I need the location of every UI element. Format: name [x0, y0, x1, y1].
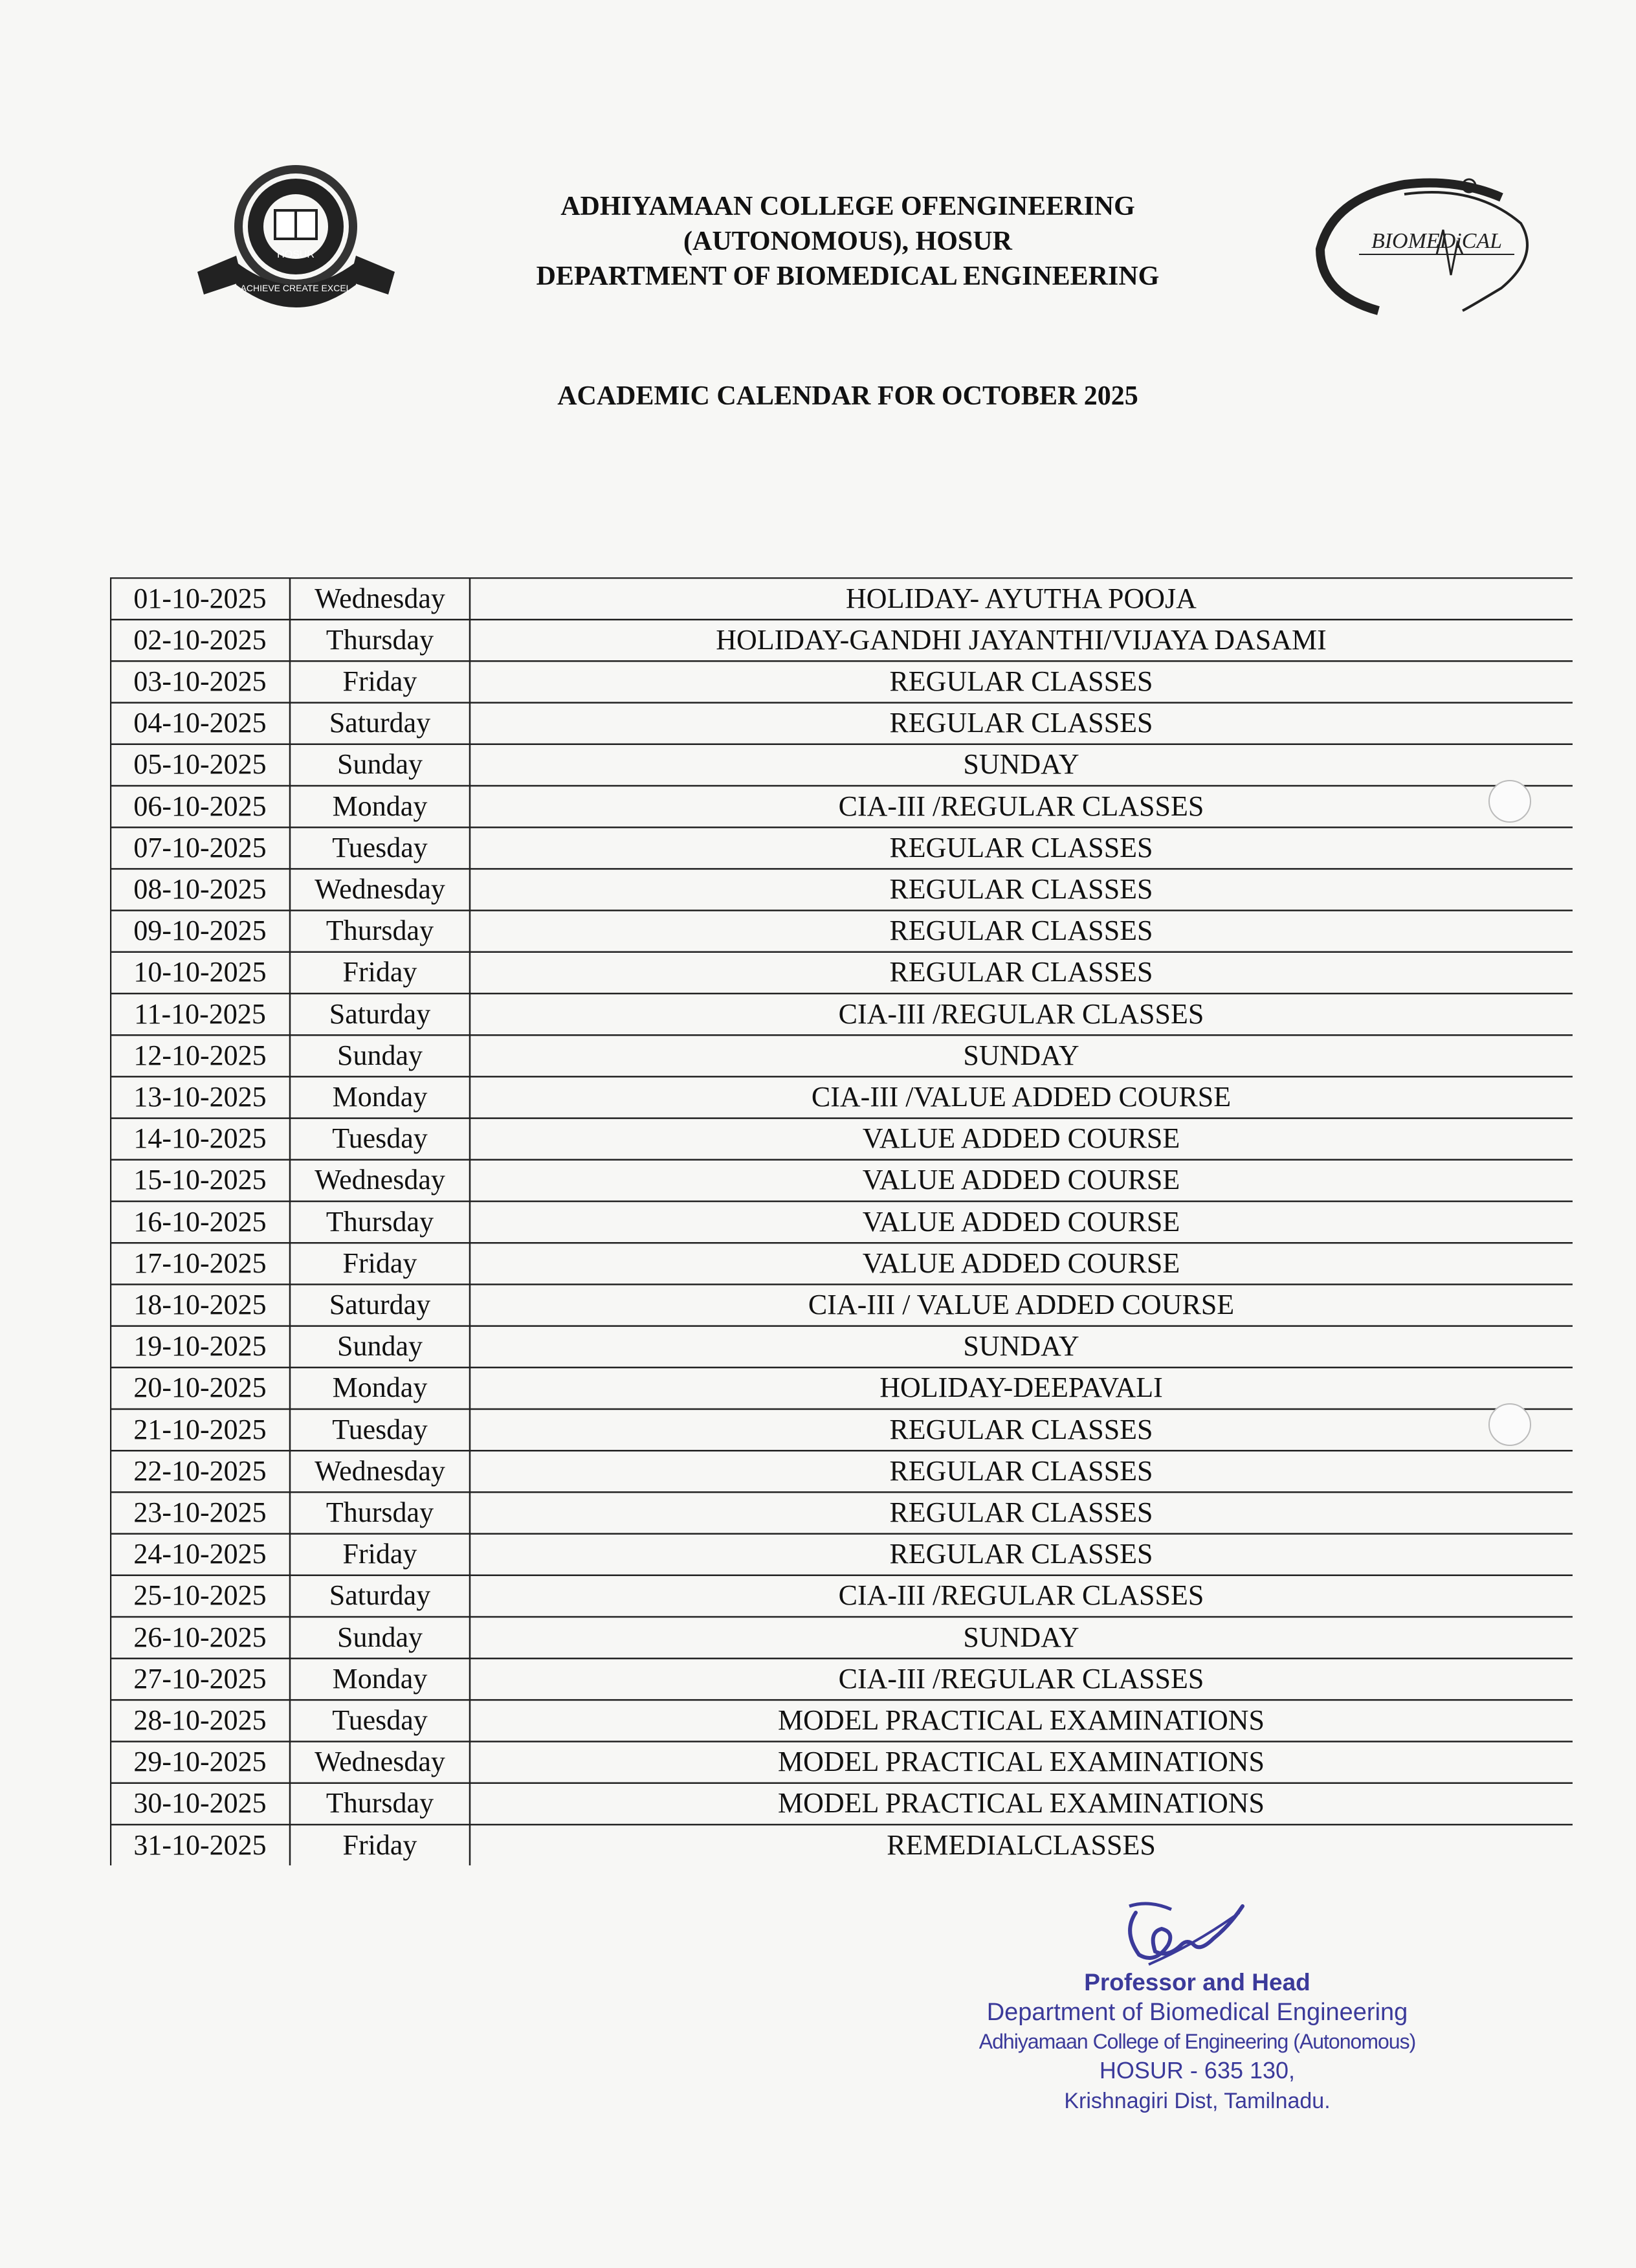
table-row [110, 1408, 1573, 1450]
day-cell: Friday [342, 1538, 417, 1570]
activity-cell: VALUE ADDED COURSE [862, 1164, 1180, 1196]
stamp-college: Adhiyamaan College of Engineering (Autonomous) [978, 2030, 1416, 2053]
activity-cell: VALUE ADDED COURSE [862, 1247, 1180, 1279]
day-cell: Sunday [337, 1039, 423, 1071]
day-cell: Tuesday [332, 1122, 428, 1155]
day-cell: Friday [342, 1247, 417, 1279]
day-cell: Wednesday [315, 1454, 445, 1487]
date-cell: 14-10-2025 [133, 1122, 267, 1155]
table-row [110, 1824, 1573, 1865]
date-cell: 01-10-2025 [133, 582, 267, 614]
stamp-city: HOSUR - 635 130, [1099, 2057, 1296, 2084]
date-cell: 23-10-2025 [133, 1496, 267, 1528]
date-cell: 21-10-2025 [133, 1413, 267, 1445]
date-cell: 17-10-2025 [133, 1247, 267, 1279]
day-cell: Monday [332, 1372, 428, 1404]
day-cell: Thursday [326, 915, 434, 947]
table-row [110, 827, 1573, 868]
activity-cell: SUNDAY [963, 748, 1079, 781]
table-row [110, 785, 1573, 827]
date-cell: 06-10-2025 [133, 790, 267, 822]
activity-cell: MODEL PRACTICAL EXAMINATIONS [777, 1746, 1265, 1778]
activity-cell: HOLIDAY-GANDHI JAYANTHI/VIJAYA DASAMI [716, 623, 1327, 656]
day-cell: Thursday [326, 1496, 434, 1528]
day-cell: Tuesday [332, 1704, 428, 1736]
activity-cell: SUNDAY [963, 1621, 1079, 1653]
date-cell: 07-10-2025 [133, 831, 267, 863]
day-cell: Sunday [337, 748, 423, 781]
table-row [110, 1491, 1573, 1533]
table-row [110, 1367, 1573, 1408]
punch-hole-bottom [1488, 1403, 1531, 1446]
date-cell: 28-10-2025 [133, 1704, 267, 1736]
table-row [110, 702, 1573, 744]
activity-cell: SUNDAY [963, 1330, 1079, 1362]
activity-cell: HOLIDAY- AYUTHA POOJA [846, 582, 1197, 614]
date-cell: 22-10-2025 [133, 1454, 267, 1487]
activity-cell: REGULAR CLASSES [889, 665, 1153, 697]
seal-motto: ACHIEVE CREATE EXCEL [240, 283, 351, 293]
table-row [110, 1533, 1573, 1575]
calendar-title: ACADEMIC CALENDAR FOR OCTOBER 2025 [557, 381, 1138, 411]
table-row [110, 1616, 1573, 1658]
date-cell: 08-10-2025 [133, 873, 267, 905]
table-row [110, 1783, 1573, 1824]
college-seal-icon [184, 159, 408, 317]
day-cell: Thursday [326, 623, 434, 656]
table-row [110, 993, 1573, 1034]
table-row [110, 1575, 1573, 1616]
activity-cell: CIA-III /REGULAR CLASSES [838, 997, 1204, 1030]
date-cell: 13-10-2025 [133, 1080, 267, 1113]
activity-cell: CIA-III / VALUE ADDED COURSE [808, 1288, 1235, 1320]
date-cell: 05-10-2025 [133, 748, 267, 781]
activity-cell: MODEL PRACTICAL EXAMINATIONS [777, 1787, 1265, 1819]
activity-cell: REGULAR CLASSES [889, 915, 1153, 947]
date-cell: 29-10-2025 [133, 1746, 267, 1778]
day-cell: Thursday [326, 1787, 434, 1819]
punch-hole-top [1488, 780, 1531, 823]
day-cell: Tuesday [332, 1413, 428, 1445]
date-cell: 15-10-2025 [133, 1164, 267, 1196]
date-cell: 20-10-2025 [133, 1372, 267, 1404]
day-cell: Monday [332, 1080, 428, 1113]
table-row [110, 951, 1573, 993]
activity-cell: VALUE ADDED COURSE [862, 1205, 1180, 1238]
calendar-table [110, 577, 1573, 1865]
day-cell: Wednesday [315, 873, 445, 905]
day-cell: Wednesday [315, 1164, 445, 1196]
college-header [414, 189, 1281, 294]
activity-cell: VALUE ADDED COURSE [862, 1122, 1180, 1155]
activity-cell: HOLIDAY-DEEPAVALI [879, 1372, 1163, 1404]
activity-cell: CIA-III /REGULAR CLASSES [838, 790, 1204, 822]
activity-cell: REGULAR CLASSES [889, 1496, 1153, 1528]
table-row [110, 1658, 1573, 1699]
date-cell: 02-10-2025 [133, 623, 267, 656]
activity-cell: REGULAR CLASSES [889, 956, 1153, 988]
day-cell: Monday [332, 790, 428, 822]
date-cell: 04-10-2025 [133, 707, 267, 739]
biomedical-logo-text: BIOMEDiCAL [1371, 229, 1503, 253]
table-row [110, 619, 1573, 660]
table-row [110, 744, 1573, 785]
day-cell: Saturday [329, 1288, 431, 1320]
date-cell: 27-10-2025 [133, 1662, 267, 1695]
activity-cell: CIA-III /REGULAR CLASSES [838, 1579, 1204, 1612]
date-cell: 30-10-2025 [133, 1787, 267, 1819]
date-cell: 09-10-2025 [133, 915, 267, 947]
stamp-department: Department of Biomedical Engineering [986, 1999, 1408, 2026]
activity-cell: REGULAR CLASSES [889, 1454, 1153, 1487]
day-cell: Sunday [337, 1330, 423, 1362]
date-cell: 11-10-2025 [134, 997, 266, 1030]
stamp-title: Professor and Head [1084, 1969, 1310, 1996]
day-cell: Tuesday [332, 831, 428, 863]
date-cell: 31-10-2025 [133, 1829, 267, 1861]
seal-town: HOSUR [277, 249, 315, 260]
day-cell: Saturday [329, 1579, 431, 1612]
signature-icon [1110, 1893, 1246, 1971]
date-cell: 12-10-2025 [133, 1039, 267, 1071]
activity-cell: REGULAR CLASSES [889, 1413, 1153, 1445]
date-cell: 18-10-2025 [133, 1288, 267, 1320]
day-cell: Wednesday [315, 1746, 445, 1778]
table-row [110, 1242, 1573, 1284]
day-cell: Monday [332, 1662, 428, 1695]
activity-cell: REGULAR CLASSES [889, 1538, 1153, 1570]
hod-stamp [906, 1968, 1488, 2117]
day-cell: Saturday [329, 997, 431, 1030]
day-cell: Thursday [326, 1205, 434, 1238]
table-row [110, 1076, 1573, 1117]
table-row [110, 1326, 1573, 1367]
table-row [110, 910, 1573, 951]
table-row [110, 868, 1573, 909]
activity-cell: CIA-III /REGULAR CLASSES [838, 1662, 1204, 1695]
table-row [110, 660, 1573, 702]
activity-cell: MODEL PRACTICAL EXAMINATIONS [777, 1704, 1265, 1736]
day-cell: Sunday [337, 1621, 423, 1653]
day-cell: Friday [342, 1829, 417, 1861]
table-row [110, 577, 1573, 619]
stamp-district: Krishnagiri Dist, Tamilnadu. [1064, 2089, 1331, 2113]
date-cell: 25-10-2025 [133, 1579, 267, 1612]
activity-cell: REGULAR CLASSES [889, 831, 1153, 863]
day-cell: Saturday [329, 707, 431, 739]
college-status: (AUTONOMOUS), HOSUR [683, 227, 1012, 256]
activity-cell: REMEDIALCLASSES [887, 1829, 1156, 1861]
day-cell: Friday [342, 956, 417, 988]
table-row [110, 1284, 1573, 1325]
table-row [110, 1450, 1573, 1491]
table-row [110, 1159, 1573, 1201]
date-cell: 19-10-2025 [133, 1330, 267, 1362]
date-cell: 16-10-2025 [133, 1205, 267, 1238]
table-row [110, 1201, 1573, 1242]
date-cell: 24-10-2025 [133, 1538, 267, 1570]
activity-cell: CIA-III /VALUE ADDED COURSE [811, 1080, 1232, 1113]
table-row [110, 1118, 1573, 1159]
day-cell: Friday [342, 665, 417, 697]
table-row [110, 1741, 1573, 1783]
date-cell: 10-10-2025 [133, 956, 267, 988]
date-cell: 03-10-2025 [133, 665, 267, 697]
college-name: ADHIYAMAAN COLLEGE OFENGINEERING [560, 192, 1135, 221]
day-cell: Wednesday [315, 582, 445, 614]
activity-cell: REGULAR CLASSES [889, 707, 1153, 739]
table-row [110, 1699, 1573, 1740]
activity-cell: SUNDAY [963, 1039, 1079, 1071]
biomedical-logo-icon [1307, 172, 1540, 320]
department-name: DEPARTMENT OF BIOMEDICAL ENGINEERING [536, 261, 1160, 291]
date-cell: 26-10-2025 [133, 1621, 267, 1653]
activity-cell: REGULAR CLASSES [889, 873, 1153, 905]
table-row [110, 1034, 1573, 1076]
